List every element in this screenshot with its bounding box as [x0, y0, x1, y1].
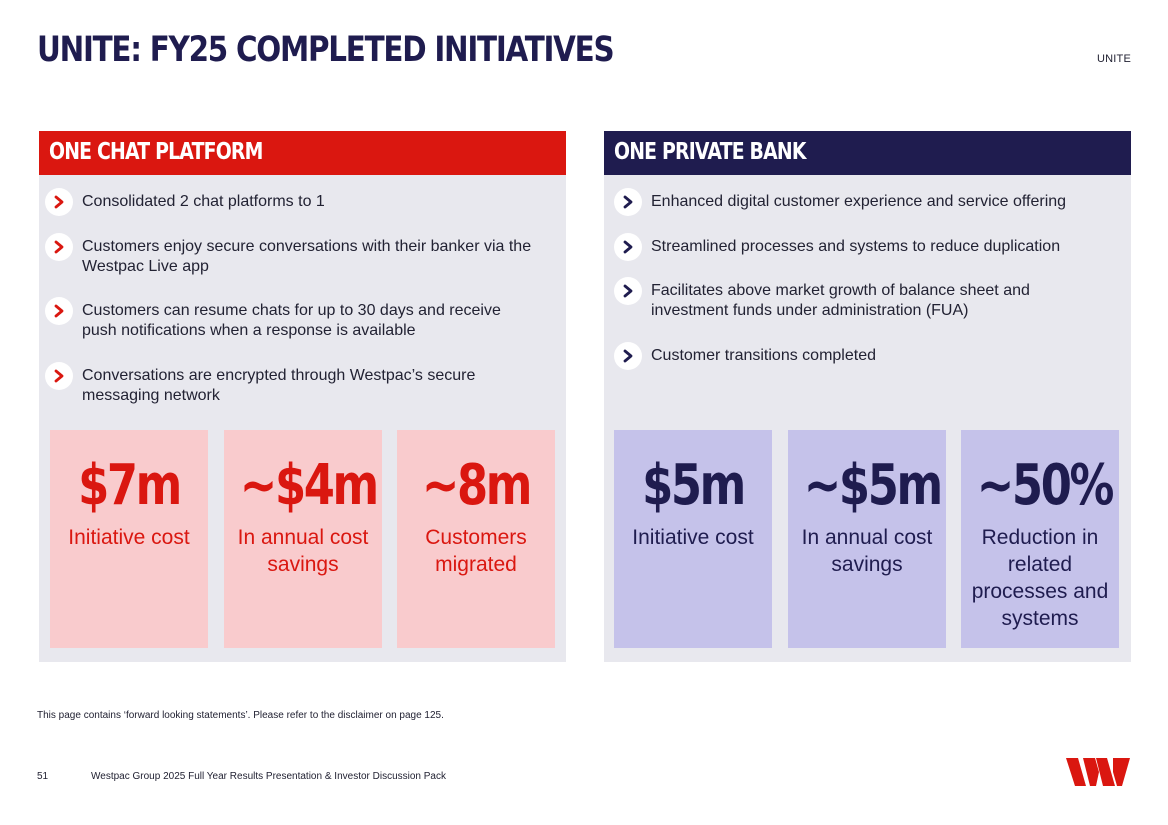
chevron-right-icon — [614, 277, 642, 305]
stat-card — [50, 430, 208, 648]
bullet-text: Customer transitions completed — [651, 347, 876, 364]
bullet-text: Customers can resume chats for up to 30 days and receive push notifications when a response is available — [82, 302, 501, 339]
stat-label: Customers migrated — [425, 526, 527, 576]
panel-title: ONE PRIVATE BANK — [614, 139, 806, 165]
stat-label: Initiative cost — [68, 526, 190, 549]
stat-value: $5m — [642, 453, 744, 518]
chevron-right-icon — [45, 362, 73, 390]
bullet-text: Customers enjoy secure conversations with their banker via the Westpac Live app — [82, 238, 532, 275]
bullet-text: Conversations are encrypted through Westpac’s secure messaging network — [82, 367, 476, 404]
panel-header — [39, 131, 566, 175]
chevron-right-icon — [45, 188, 73, 216]
bullet-text: Streamlined processes and systems to reduce duplication — [651, 238, 1061, 255]
disclaimer-footnote: This page contains ‘forward looking statements’. Please refer to the disclaimer on page 125. — [37, 710, 444, 721]
stat-label: In annual cost savings — [801, 526, 933, 576]
stat-value: ~8m — [421, 453, 531, 518]
stat-card — [961, 430, 1119, 648]
panel-header — [604, 131, 1131, 175]
stat-label: Initiative cost — [632, 526, 754, 549]
bullet-text: Facilitates above market growth of balance sheet and investment funds under administration (FUA) — [651, 282, 1030, 319]
chevron-right-icon — [45, 233, 73, 261]
one-chat-platform-panel — [39, 131, 566, 662]
stat-card — [788, 430, 946, 648]
document-title: Westpac Group 2025 Full Year Results Presentation & Investor Discussion Pack — [91, 771, 446, 782]
page-number: 51 — [37, 771, 49, 782]
stat-value: ~$4m — [239, 453, 377, 518]
one-private-bank-panel — [604, 131, 1131, 662]
westpac-logo-icon — [1066, 757, 1130, 787]
section-tag: UNITE — [1097, 53, 1131, 65]
stat-label: In annual cost savings — [237, 526, 369, 576]
stat-label: Reduction in related processes and systems — [971, 526, 1109, 630]
panel-title: ONE CHAT PLATFORM — [49, 139, 263, 165]
stat-card — [224, 430, 382, 648]
stat-value: $7m — [78, 453, 180, 518]
chevron-right-icon — [614, 188, 642, 216]
chevron-right-icon — [45, 297, 73, 325]
stat-card — [614, 430, 772, 648]
page-title: UNITE: FY25 COMPLETED INITIATIVES — [37, 30, 614, 70]
chevron-right-icon — [614, 342, 642, 370]
bullet-text: Enhanced digital customer experience and service offering — [651, 193, 1067, 210]
stat-card — [397, 430, 555, 648]
bullet-text: Consolidated 2 chat platforms to 1 — [82, 193, 325, 210]
stat-value: ~50% — [976, 453, 1112, 518]
stat-value: ~$5m — [803, 453, 941, 518]
chevron-right-icon — [614, 233, 642, 261]
